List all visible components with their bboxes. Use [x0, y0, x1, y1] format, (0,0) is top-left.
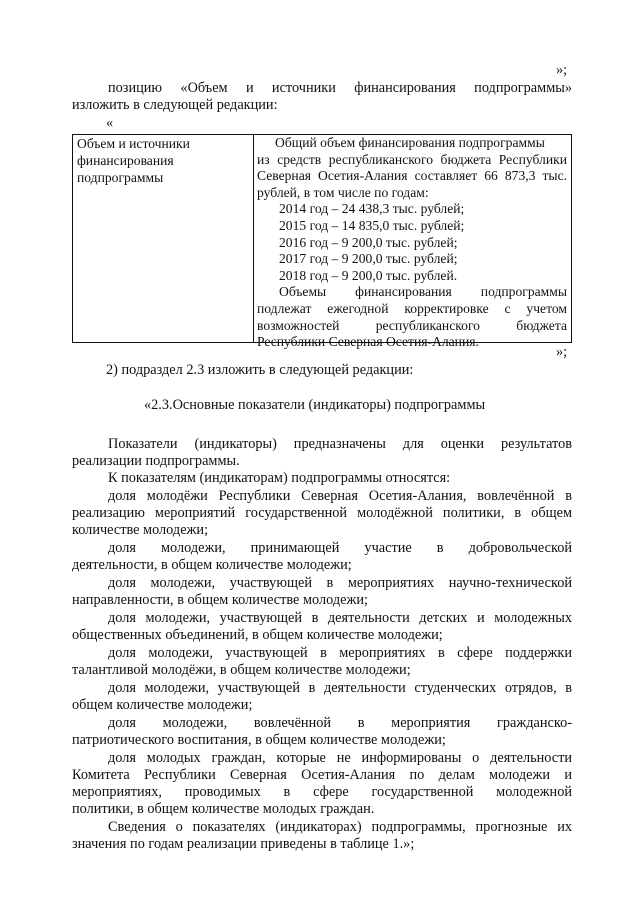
paragraph-line: Показатели (индикаторы) предназначены для оценки результатов [108, 436, 572, 452]
opening-quote: « [106, 115, 114, 131]
intro-line-1: позицию «Объем и источники финансирования подпрограммы» [108, 80, 572, 96]
indicator-line: количестве молодежи; [72, 522, 209, 538]
point-2: 2) подраздел 2.3 изложить в следующей редакции: [106, 362, 414, 378]
note-line: Республики Северная Осетия-Алания. [257, 334, 479, 350]
indicator-line: доля молодежи, принимающей участие в добровольческой [108, 540, 572, 556]
year-line: 2018 год – 9 200,0 тыс. рублей. [279, 267, 458, 283]
indicator-line: доля молодежи, участвующей в деятельности студенческих отрядов, в [108, 680, 572, 696]
paragraph-line: реализации подпрограммы. [72, 453, 240, 469]
indicator-line: деятельности, в общем количестве молодежи; [72, 557, 352, 573]
table-divider [253, 135, 254, 342]
paragraph-line: К показателям (индикаторам) подпрограммы относятся: [108, 470, 451, 486]
indicator-line: доля молодёжи Республики Северная Осетия-Алания, вовлечённой в [108, 488, 572, 504]
paragraph-line: Сведения о показателях (индикаторах) подпрограммы, прогнозные их [108, 819, 572, 835]
indicator-line: Комитета Республики Северная Осетия-Алания по делам молодежи и [72, 767, 572, 783]
indicator-line: доля молодежи, вовлечённой в мероприятия гражданско- [108, 715, 572, 731]
right-intro-line: рублей, в том числе по годам: [257, 184, 429, 200]
indicator-line: общем количестве молодежи; [72, 697, 253, 713]
indicator-line: талантливой молодёжи, в общем количестве молодежи; [72, 662, 411, 678]
indicator-line: доля молодежи, участвующей в мероприятиях в сфере поддержки [108, 645, 572, 661]
table-left-cell [77, 135, 249, 186]
indicator-line: доля молодежи, участвующей в деятельности детских и молодежных [108, 610, 572, 626]
indicator-line: направленности, в общем количестве молодежи; [72, 592, 368, 608]
right-intro-line: Общий объем финансирования подпрограммы [275, 135, 545, 150]
indicator-line: доля молодых граждан, которые не информированы о деятельности [108, 750, 572, 766]
year-line: 2014 год – 24 438,3 тыс. рублей; [279, 201, 465, 217]
financing-table [72, 134, 572, 350]
section-heading: «2.3.Основные показатели (индикаторы) подпрограммы [144, 397, 486, 413]
left-label-line: Объем и источники [77, 136, 190, 151]
table-right-cell [257, 135, 567, 351]
indicator-line: реализацию мероприятий государственной молодёжной политики, в общем [72, 505, 572, 521]
closing-quote-top: »; [556, 62, 568, 78]
note-line: Объемы финансирования подпрограммы [279, 284, 567, 300]
year-line: 2015 год – 14 835,0 тыс. рублей; [279, 217, 465, 233]
left-label-line: подпрограммы [77, 170, 164, 185]
year-line: 2016 год – 9 200,0 тыс. рублей; [279, 234, 458, 250]
left-label-line: финансирования [77, 153, 174, 168]
right-intro-line: из средств республиканского бюджета Республики [257, 151, 567, 167]
indicator-line: политики, в общем количестве молодых граждан. [72, 801, 375, 817]
intro-line-2: изложить в следующей редакции: [72, 97, 278, 113]
paragraph-line: значения по годам реализации приведены в таблице 1.»; [72, 836, 415, 852]
indicator-line: общественных объединений, в общем количестве молодежи; [72, 627, 443, 643]
indicator-line: доля молодежи, участвующей в мероприятиях научно-технической [108, 575, 572, 591]
note-line: возможностей республиканского бюджета [257, 317, 567, 333]
year-line: 2017 год – 9 200,0 тыс. рублей; [279, 251, 458, 267]
indicator-line: патриотического воспитания, в общем количестве молодежи; [72, 732, 446, 748]
indicator-line: мероприятиях, проводимых в сфере государственной молодежной [72, 784, 572, 800]
closing-quote-table: »; [556, 344, 568, 360]
right-intro-line: Северная Осетия-Алания составляет 66 873,3 тыс. [257, 168, 567, 184]
note-line: подлежат ежегодной корректировке с учетом [257, 300, 567, 316]
